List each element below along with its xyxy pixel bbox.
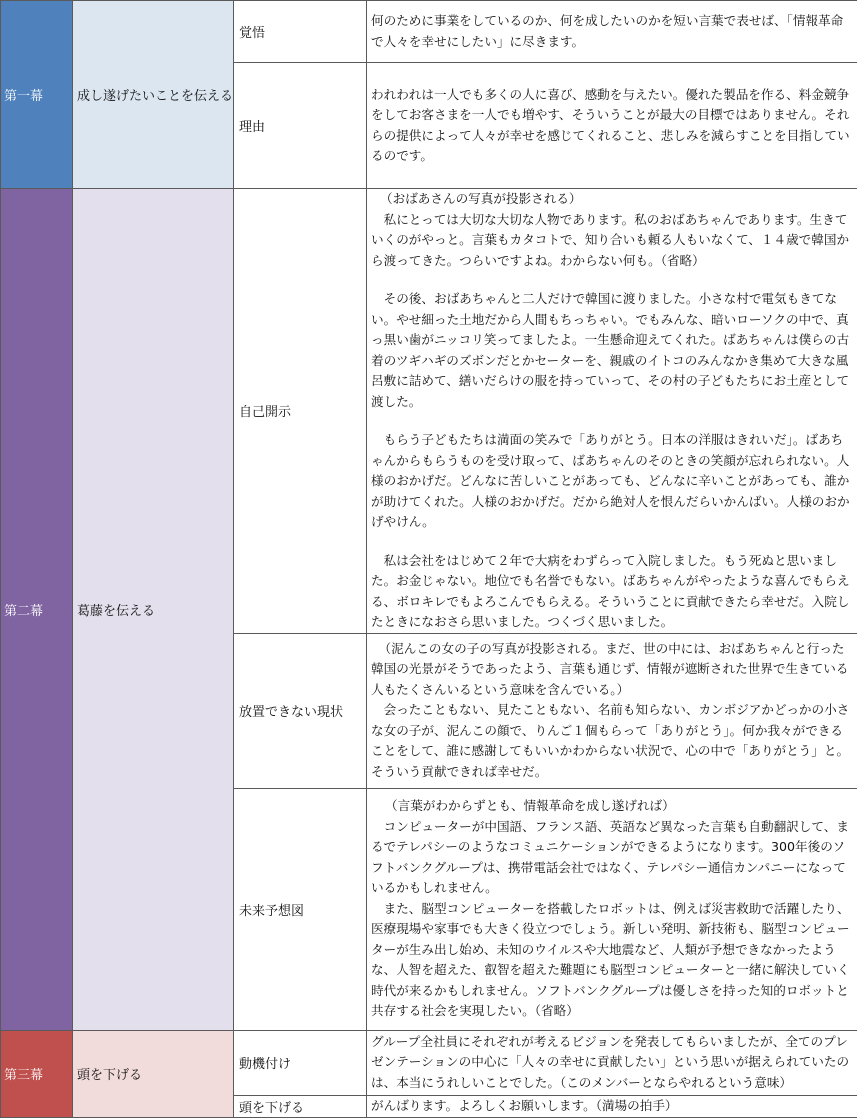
act-2-name: 第二幕 bbox=[1, 189, 73, 1031]
row-label: 放置できない現状 bbox=[234, 633, 367, 788]
paragraph-gap bbox=[371, 412, 854, 430]
act-3-name: 第三幕 bbox=[1, 1030, 73, 1117]
act-3-title: 頭を下げる bbox=[73, 1030, 234, 1117]
row-label: 頭を下げる bbox=[234, 1095, 367, 1117]
table-row bbox=[1, 1030, 857, 1095]
paragraph: また、脳型コンピューターを搭載したロボットは、例えば災害救助で活躍したり、医療現場や家事でも大きく役立つでしょう。新しい発明、新技術も、脳型コンピューターが生み出し始め、未知のウイルスや大地震など、人類が予想できなかったような、人智を超えた、叡智を超えた難題にも脳型コンピューターと一緒に解決していく時代が来るかもしれません。ソフトバンクグループは優しさを持った知的ロボットと共存する社会を実現したい。（省略） bbox=[371, 899, 854, 1022]
row-label: 覚悟 bbox=[234, 1, 367, 63]
table-row bbox=[1, 1, 857, 63]
paragraph: 会ったこともない、見たこともない、名前も知らない、カンボジアかどっかの小さな女の子が、泥んこの顔で、りんご１個もらって「ありがとう」。何か我々ができることをして、誰に感謝してもいいかわからない状況で、心の中で「ありがとう」と。そういう貢献できれば幸せだ。 bbox=[371, 700, 854, 782]
paragraph: （言葉がわからずとも、情報革命を成し遂げれば） bbox=[371, 796, 854, 817]
row-content bbox=[367, 63, 857, 189]
paragraph: 何のために事業をしているのか、何を成したいのかを短い言葉で表せば、「情報革命で人々を幸せにしたい」に尽きます。 bbox=[371, 11, 854, 52]
act-1-title: 成し遂げたいことを伝える bbox=[73, 1, 234, 189]
row-content bbox=[367, 633, 857, 788]
act-2-title: 葛藤を伝える bbox=[73, 189, 234, 1031]
row-content bbox=[367, 1095, 857, 1117]
paragraph: （泥んこの女の子の写真が投影される。まだ、世の中には、おばあちゃんと行った韓国の光景がそうであったよう、言葉も通じず、情報が遮断された世界で生きている人もたくさんいるという意味を含んでいる。） bbox=[371, 639, 854, 701]
paragraph: グループ全社員にそれぞれが考えるビジョンを発表してもらいましたが、全てのプレゼンテーションの中心に「人々の幸せに貢献したい」という思いが据えられていたのは、本当にうれしいことでした。（このメンバーとならやれるという意味） bbox=[371, 1032, 854, 1094]
paragraph: われわれは一人でも多くの人に喜び、感動を与えたい。優れた製品を作る、料金競争をしてお客さまを一人でも増やす、そういうことが最大の目標ではありません。それらの提供によって人々が幸せを感じてくれること、悲しみを減らすことを目指しているのです。 bbox=[371, 85, 854, 167]
row-label: 動機付け bbox=[234, 1030, 367, 1095]
paragraph: 私にとっては大切な大切な人物であります。私のおばあちゃんであります。生きていくのがやっと。言葉もカタコトで、知り合いも頼る人もいなくて、１４歳で韓国から渡ってきた。つらいですよね。わからない何も。（省略） bbox=[371, 210, 854, 272]
row-label: 自己開示 bbox=[234, 189, 367, 634]
row-content bbox=[367, 788, 857, 1030]
table-row bbox=[1, 189, 857, 634]
paragraph: （おばあさんの写真が投影される） bbox=[371, 189, 854, 210]
paragraph: がんばります。よろしくお願いします。（満場の拍手） bbox=[371, 1096, 854, 1117]
paragraph-gap bbox=[371, 271, 854, 289]
row-content bbox=[367, 1030, 857, 1095]
row-label: 未来予想図 bbox=[234, 788, 367, 1030]
paragraph: その後、おばあちゃんと二人だけで韓国に渡りました。小さな村で電気もきてない。やせ細った土地だから人間もちっちゃい。でもみんな、暗いローソクの中で、真っ黒い歯がニッコリ笑ってましたよ。一生懸命迎えてくれた。ばあちゃんは僕らの古着のツギハギのズボンだとかセーターを、親戚のイトコのみんなかき集めて大きな風呂敷に詰めて、繕いだらけの服を持っていって、その村の子どもたちにお土産として渡した。 bbox=[371, 289, 854, 412]
paragraph: コンピューターが中国語、フランス語、英語など異なった言葉も自動翻訳して、まるでテレパシーのようなコミュニケーションができるようになります。300年後のソフトバンクグループは、携帯電話会社ではなく、テレパシー通信カンパニーになっているかもしれません。 bbox=[371, 817, 854, 899]
paragraph: 私は会社をはじめて２年で大病をわずらって入院しました。もう死ぬと思いました。お金じゃない。地位でも名誉でもない。ばあちゃんがやったような喜んでもらえる、ボロキレでもよろこんでもらえる。そういうことに貢献できたら幸せだ。入院したときになおさら思いました。つくづく思いました。 bbox=[371, 551, 854, 633]
row-content bbox=[367, 189, 857, 634]
paragraph-gap bbox=[371, 533, 854, 551]
act-1-name: 第一幕 bbox=[1, 1, 73, 189]
paragraph: もらう子どもたちは満面の笑みで「ありがとう。日本の洋服はきれいだ」。ばあちゃんからもらうものを受け取って、ばあちゃんのそのときの笑顔が忘れられない。人様のおかげだ。どんなに苦しいことがあっても、どんなに辛いことがあっても、誰かが助けてくれた。人様のおかげだ。だから絶対人を恨んだらいかんばい。人様のおかげやけん。 bbox=[371, 430, 854, 533]
row-content bbox=[367, 1, 857, 63]
row-label: 理由 bbox=[234, 63, 367, 189]
